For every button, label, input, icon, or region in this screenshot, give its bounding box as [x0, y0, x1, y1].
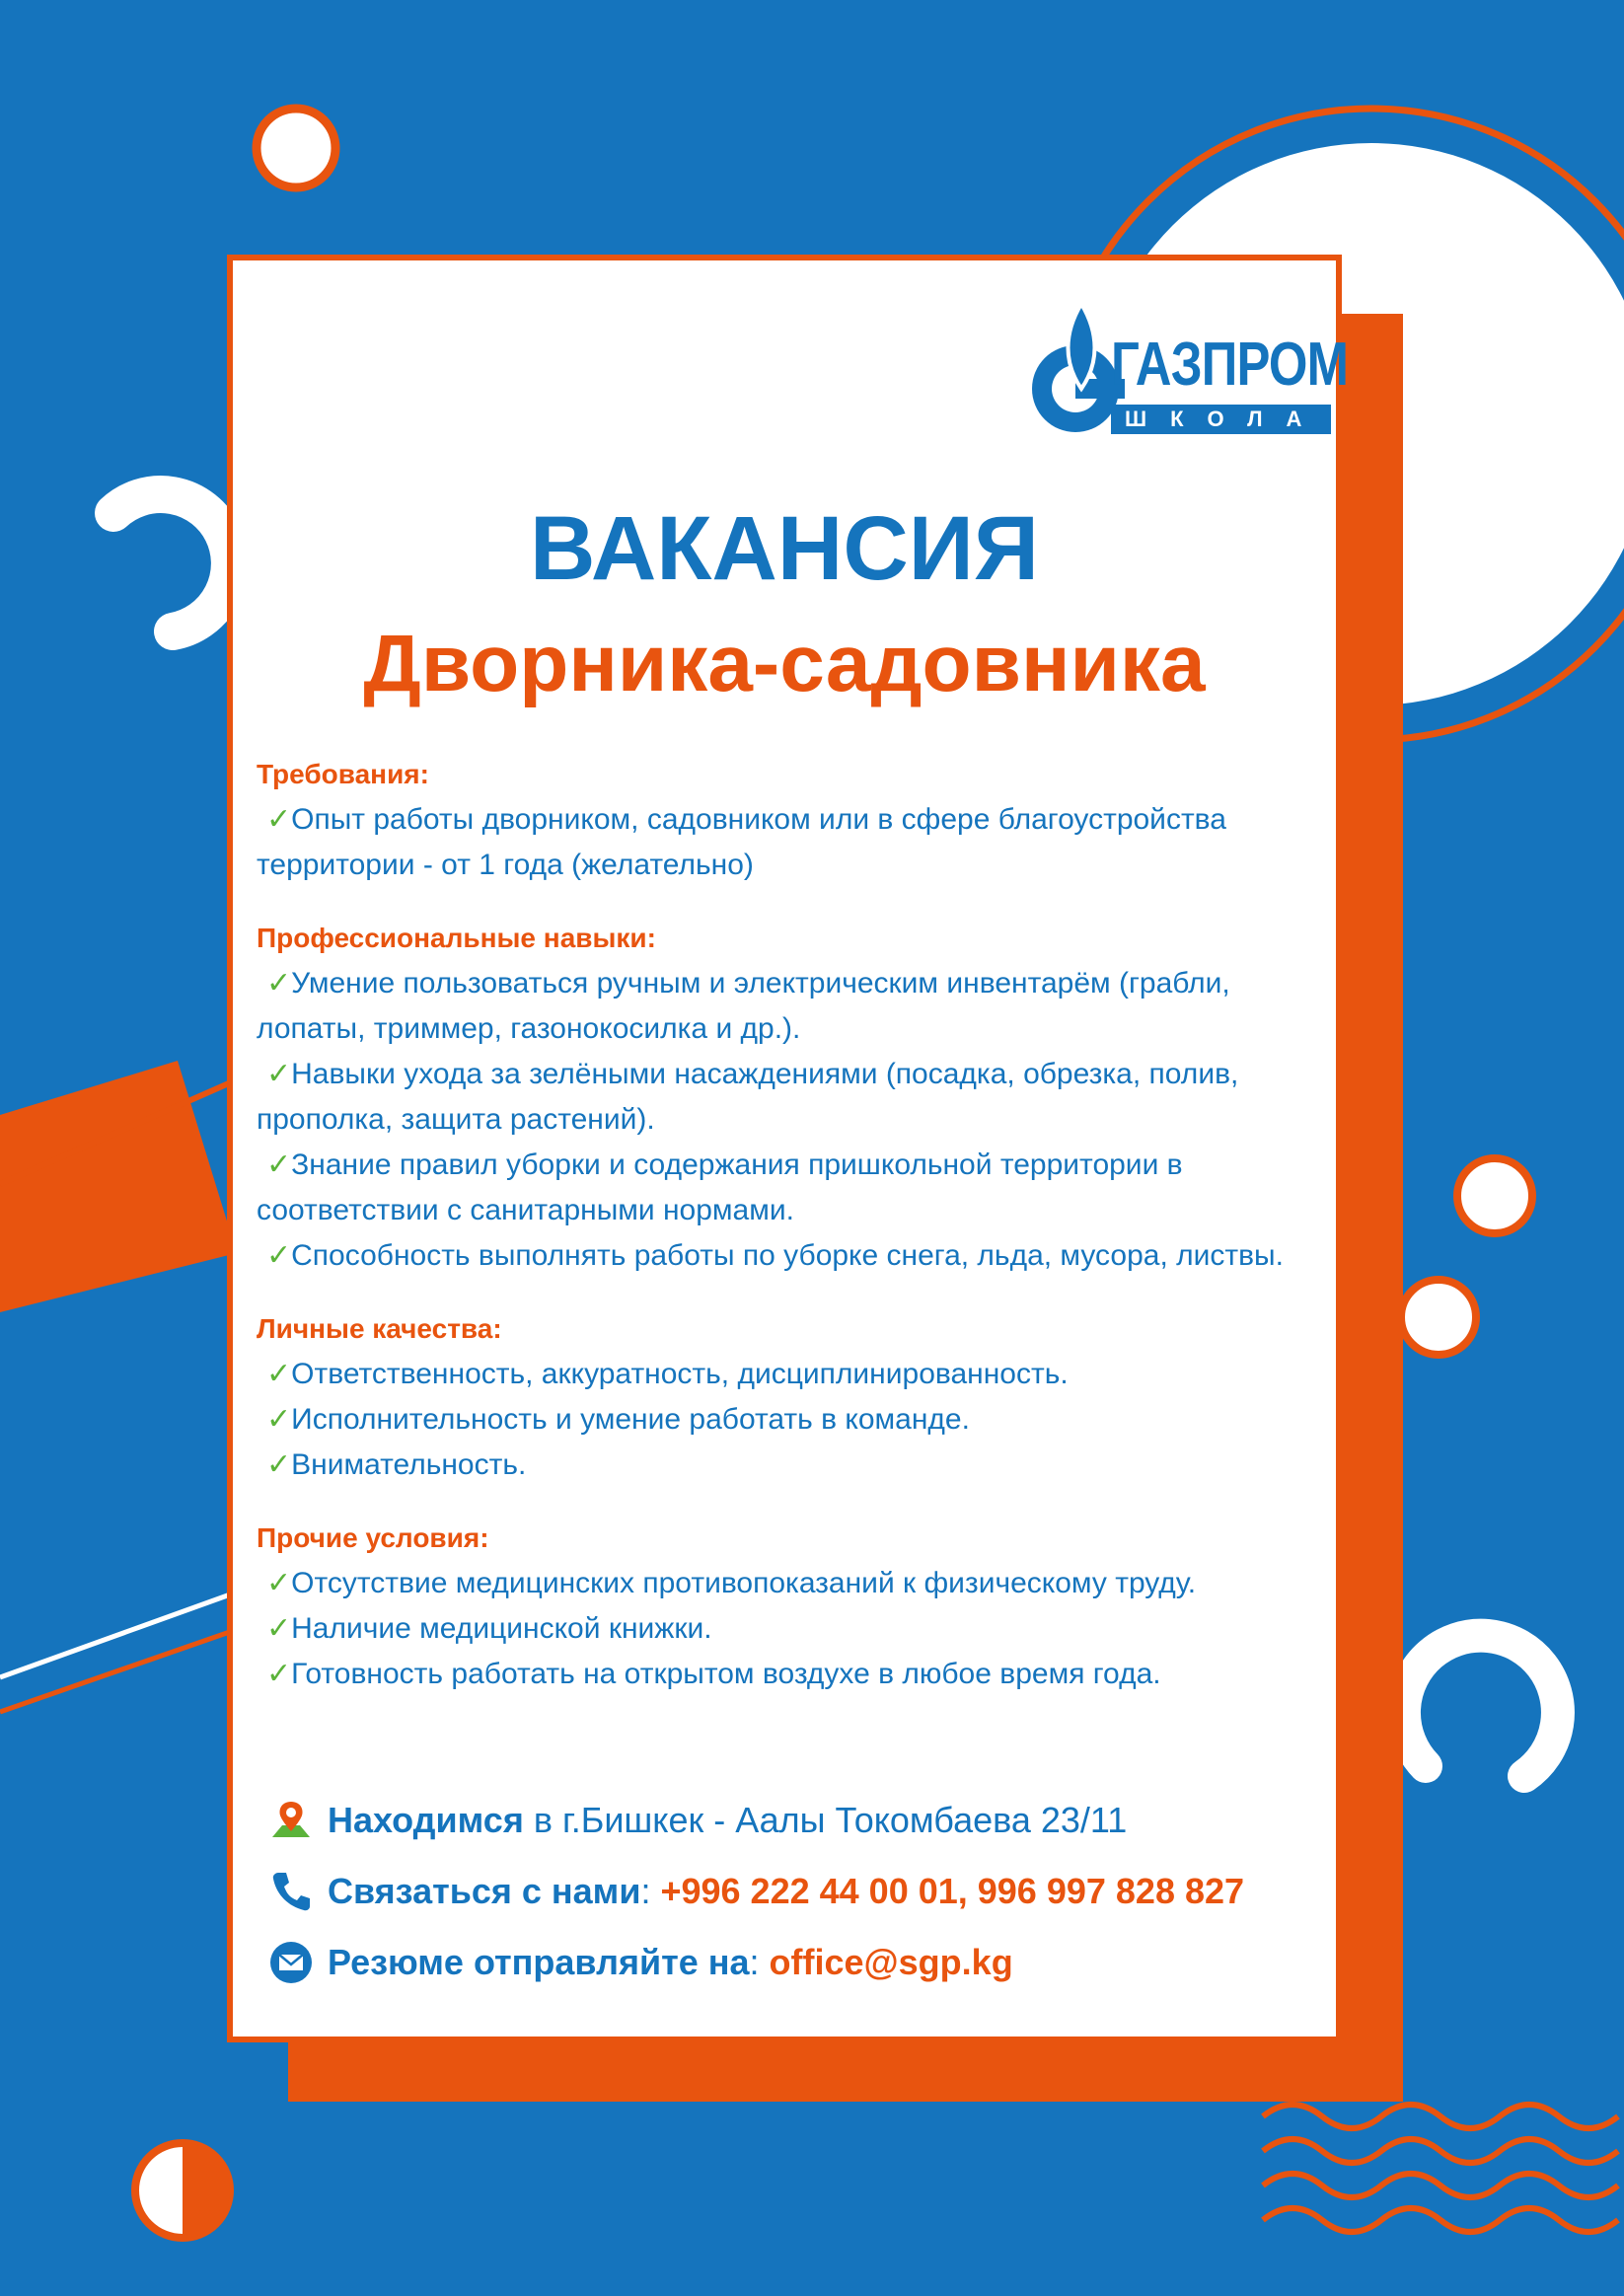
list-item: ✓Готовность работать на открытом воздухе в любое время года. — [266, 1658, 1161, 1690]
list-item: ✓Исполнительность и умение работать в команде. — [266, 1403, 970, 1436]
email-label: Резюме отправляйте на — [328, 1942, 750, 1982]
decor-line-2 — [0, 1589, 247, 1677]
email-address[interactable]: office@sgp.kg — [769, 1942, 1013, 1982]
check-icon: ✓ — [266, 1567, 292, 1599]
decor-ring-top-left — [257, 109, 335, 187]
page-title: ВАКАНСИЯ — [529, 498, 1040, 599]
check-icon: ✓ — [266, 1058, 292, 1090]
location-label: Находимся — [328, 1800, 524, 1840]
mail-icon — [268, 1940, 314, 1985]
logo-subtitle: ШКОЛА — [1111, 405, 1331, 434]
check-icon: ✓ — [266, 803, 292, 836]
list-item: ✓Отсутствие медицинских противопоказаний к физическому труду. — [266, 1567, 1197, 1599]
requirements-content — [257, 752, 1332, 1697]
logo-wordmark: ГАЗПРОМ — [1111, 331, 1349, 399]
contacts-block — [268, 1785, 1334, 1998]
contact-email — [268, 1927, 1334, 1998]
check-icon: ✓ — [266, 1658, 292, 1690]
list-item: ✓Опыт работы дворником, садовником или в сфере благоустройства территории - от 1 года (желательно) — [257, 803, 1226, 881]
check-icon: ✓ — [266, 1239, 292, 1272]
check-icon: ✓ — [266, 1448, 292, 1481]
email-separator: : — [749, 1942, 770, 1982]
section-heading-other: Прочие условия: — [257, 1522, 489, 1553]
list-item: ✓Умение пользоваться ручным и электрическим инвентарём (грабли, лопаты, триммер, газонокосилка и др.). — [257, 967, 1230, 1045]
decor-ring-right-2 — [1401, 1280, 1476, 1355]
decor-waves — [1263, 2105, 1618, 2232]
check-icon: ✓ — [266, 1148, 292, 1181]
phone-separator: : — [640, 1871, 661, 1911]
decor-ring-right-1 — [1457, 1158, 1532, 1233]
contact-phone — [268, 1856, 1334, 1927]
check-icon: ✓ — [266, 967, 292, 1000]
decor-half-circle — [135, 2143, 230, 2238]
contact-location — [268, 1785, 1334, 1856]
list-item: ✓Наличие медицинской книжки. — [266, 1612, 712, 1645]
vacancy-card — [227, 255, 1349, 2042]
location-address: в г.Бишкек - Аалы Токомбаева 23/11 — [523, 1800, 1128, 1840]
phone-label: Связаться с нами — [328, 1871, 641, 1911]
list-item: ✓Ответственность, аккуратность, дисциплинированность. — [266, 1358, 1069, 1390]
phone-icon — [268, 1869, 314, 1914]
list-item: ✓Знание правил уборки и содержания пришкольной территории в соответствии с санитарными нормами. — [257, 1148, 1183, 1226]
check-icon: ✓ — [266, 1403, 292, 1436]
decor-line-3 — [0, 1626, 247, 1712]
list-item: ✓Способность выполнять работы по уборке снега, льда, мусора, листвы. — [266, 1239, 1284, 1272]
gazprom-logo — [1024, 294, 1349, 442]
list-item: ✓Навыки ухода за зелёными насаждениями (посадка, обрезка, полив, прополка, защита растений). — [257, 1058, 1239, 1136]
list-item: ✓Внимательность. — [266, 1448, 527, 1481]
check-icon: ✓ — [266, 1358, 292, 1390]
phone-numbers[interactable]: +996 222 44 00 01, 996 997 828 827 — [660, 1871, 1245, 1911]
page-subtitle: Дворника-садовника — [363, 619, 1206, 708]
decor-arc-right — [1404, 1636, 1558, 1776]
check-icon: ✓ — [266, 1612, 292, 1645]
section-heading-requirements: Требования: — [257, 759, 429, 789]
section-heading-skills: Профессиональные навыки: — [257, 923, 656, 953]
section-heading-personal: Личные качества: — [257, 1313, 502, 1344]
map-pin-icon — [268, 1798, 314, 1843]
